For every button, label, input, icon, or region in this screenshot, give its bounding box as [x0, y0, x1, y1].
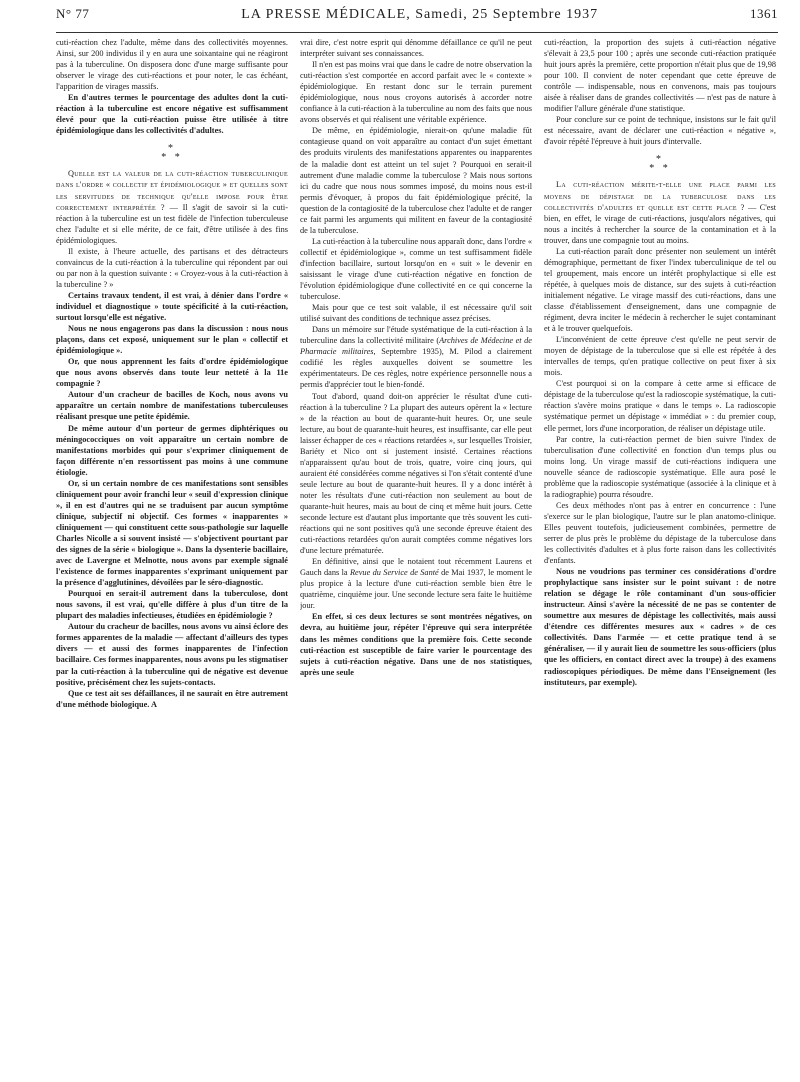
paragraph: Il existe, à l'heure actuelle, des partisans et des détracteurs convaincus de la cuti-réaction à la tuberculine qui répondent par oui ou par non à la question suivante : « Croyez-vous à la cuti-réaction à la tuberculine ? »: [56, 246, 288, 289]
text-run: de Mai 1937, le moment le plus propice à la lecture d'une cuti-réaction semble bien être le quatrième, cinquième jour. Une seconde lecture sera faite le huitième jour.: [300, 568, 532, 611]
journal-title: LA PRESSE MÉDICALE, Samedi, 25 Septembre 1937: [241, 7, 599, 22]
paragraph: [300, 324, 532, 390]
paragraph: Certains travaux tendent, il est vrai, à dénier dans l'ordre « individuel et diagnostique » toute spécificité à la cuti-réaction, surtout lorsqu'elle est négative.: [56, 290, 288, 323]
section-text: — Il s'agit de savoir si la cuti-réaction à la tuberculine est un test fidèle de l'infection tuberculeuse chez l'adulte et si elle mérite, de ce fait, d'être utilisée à des fins épidémiologiques.: [56, 202, 288, 245]
paragraph: La cuti-réaction paraît donc présenter non seulement un intérêt démographique, permettant de fixer l'index tuberculinique de tel ou tel groupement, mais encore un intérêt prophylactique si elle est répétée, à quelques mois de distance, sur des sujets à cuti-réaction initialement négative. Le virage massif des cuti-réactions, dans une classe d'établissement d'enseignement, dans une compagnie de régiment, devra inciter le médecin à rechercher le sujet contaminant et à le trouver quelquefois.: [544, 246, 776, 334]
paragraph: Que ce test ait ses défaillances, il ne saurait en être autrement d'une méthode biologique. A: [56, 688, 288, 709]
section-paragraph: [56, 168, 288, 245]
paragraph: L'inconvénient de cette épreuve c'est qu'elle ne peut servir de moyen de dépistage de la tuberculose que si elle est répétée à des intervalles de temps, qu'en pratique collective on peut fixer à six mois.: [544, 335, 776, 378]
paragraph: Par contre, la cuti-réaction permet de bien suivre l'index de tuberculisation d'une collectivité en fonction d'un temps plus ou moins long. Un virage massif de cuti-réactions indiquera une nouvelle séance de radioscopie systématique. Elle aura posé le problème que la radioscopie systématique (associée à la clinique et à la radiographie) pourra résoudre.: [544, 434, 776, 499]
section-heading: La cuti-réaction mérite-t-elle une place parmi les moyens de dépistage de la tuberculose dans les collectivités d'adultes et quelle est cette place ?: [544, 180, 776, 212]
paragraph: cuti-réaction chez l'adulte, même dans des collectivités moyennes. Ainsi, sur 200 individus il y en aura une soixantaine qui ne réagiront pas à la tuberculine. On disposera donc d'une marge suffisante pour observer le virage des cuti-réactions et pour noter, le cas échéant, l'apparition de virages massifs.: [56, 38, 288, 92]
paragraph: En d'autres termes le pourcentage des adultes dont la cuti-réaction à la tuberculine est encore négative est suffisamment élevé pour que la cuti-réaction puisse être utilisée à titre épidémiologique dans les collectivités d'adultes.: [56, 93, 288, 136]
paragraph: C'est pourquoi si on la compare à cette arme si efficace de dépistage de la tuberculose qu'est la radioscopie systématique, la cuti-réaction s'avère moins pratique « dans le temps ». La radioscopie systématique permet un dépistage « immédiat » : du premier coup, elle permet, lors d'une incorporation, de réaliser un dépistage utile.: [544, 379, 776, 433]
citation-title: Archives de Médecine et de Pharmacie militaires: [300, 336, 532, 357]
paragraph: cuti-réaction, la proportion des sujets à cuti-réaction négative s'élevait à 23,5 pour 100 ; après une seconde cuti-réaction pratiquée huit jours après la première, cette proportion n'était plus que de 19,98 pour 100. Il convient de noter cependant que cette épreuve de contrôle — indispensable, nous en convenons, mais pas toujours aisée à réaliser dans de grandes collectivités — n'est pas de nature à modifier l'allure générale d'une statistique.: [544, 38, 776, 114]
paragraph: Or, si un certain nombre de ces manifestations sont sensibles cliniquement pour avoir franchi leur « seuil d'expression clinique », il en est d'autres qui ne se traduisent par aucun symptôme clinique, subjectif ni objectif. Ces formes « inapparentes » cliniquement — qui constituent cette sous-pathologie sur laquelle Charles Nicolle a si souvent insisté — s'objectivent pourtant par des signes de la série « biologique ». Dans la dysenterie bacillaire, avec de Lavergne et Melnotte, nous avons par exemple signalé l'existence de formes inapparentes s'exprimant uniquement par la présence d'agglutinines, dévoilées par le séro-diagnostic.: [56, 478, 288, 588]
article-columns: [56, 37, 778, 1077]
text-run: Dans un mémoire sur l'étude systématique de la cuti-réaction à la tuberculine dans la collectivité militaire (: [300, 325, 532, 346]
paragraph: Nous ne nous engagerons pas dans la discussion : nous nous plaçons, dans cet exposé, uniquement sur le plan « collectif et épidémiologique ».: [56, 324, 288, 356]
paragraph: Autour d'un cracheur de bacilles de Koch, nous avons vu apparaître un certain nombre de manifestations tuberculeuses réalisant presque une petite épidémie.: [56, 390, 288, 422]
column-1: [56, 37, 288, 1077]
paragraph: vrai dire, c'est notre esprit qui dénomme défaillance ce qu'il ne peut interpréter suivant ses connaissances.: [300, 38, 532, 59]
paragraph: La cuti-réaction à la tuberculine nous apparaît donc, dans l'ordre « collectif et épidémiologique », comme un test suffisamment fidèle d'infection bacillaire, surtout lorsqu'on en « suit » le devenir en saisissant le virage d'une cuti-réaction négative en fonction de l'évolution épidémiologique d'une collectivité en ce qui concerne la tuberculose.: [300, 236, 532, 302]
citation-title: Revue du Service de Santé: [349, 568, 439, 578]
page-number: 1361: [749, 6, 778, 21]
paragraph: Tout d'abord, quand doit-on apprécier le résultat d'une cuti-réaction à la tuberculine ? La plupart des auteurs opèrent la « lecture » de la réaction au bout de quarante-huit heures. Or, une seule lecture, au bout de quarante-huit heures, est insuffisante, car elle peut laisser échapper de ces « réactions retardées », sur lesquelles Troisier, Bariéty et Nico ont si justement insisté. Certaines réactions n'apparaissent qu'au bout de trois, quatre, voire cinq jours, qui auraient été considérées comme négatives si l'on s'était contenté d'une seule lecture au bout de quarante-huit heures. Il y a donc intérêt à noter les résultats d'une cuti-réaction non seulement au bout de quarante-huit heures, mais au bout de cinq et même huit jours. Cette seconde lecture est d'autant plus importante que très souvent les cuti-réactions qui ne sont positives qu'à une seconde épreuve étaient des cuti-réactions retardées qu'on aurait comptées comme négatives lors d'une lecture prématurée.: [300, 391, 532, 556]
paragraph: Ces deux méthodes n'ont pas à entrer en concurrence : l'une s'exerce sur le plan biologique, l'autre sur le plan anatomo-clinique. Elles peuvent toutefois, judicieusement combinées, permettre de serrer de plus près le problème du dépistage de la tuberculose dans les collectivités d'adultes et à plus forte raison dans les collectivités d'enfants.: [544, 500, 776, 566]
column-3: [544, 37, 776, 1077]
paragraph: Autour du cracheur de bacilles, nous avons vu ainsi éclore des formes apparentes de la maladie — affectant d'ailleurs des types divers — et aussi des formes inapparentes de l'infection bacillaire. Ces formes inapparentes, nous avons pu les stigmatiser par la cuti-réaction à la tuberculine qui de négative est devenue positive, précisément chez les sujets-contacts.: [56, 622, 288, 687]
paragraph: En effet, si ces deux lectures se sont montrées négatives, on devra, au huitième jour, répéter l'épreuve qui sera interprétée dans les mêmes conditions que la première fois. Cette seconde cuti-réaction est susceptible de faire varier le pourcentage des sujets à cuti-réaction négative. Dans une de nos statistiques, après une seule: [300, 612, 532, 677]
page-header: [56, 6, 778, 33]
paragraph: De même autour d'un porteur de germes diphtériques ou méningococciques on voit apparaître un certain nombre de manifestations morbides qui pour s'exprimer cliniquement de façon différente n'en ressortissent pas moins à une commune étiologie.: [56, 423, 288, 477]
paragraph: Nous ne voudrions pas terminer ces considérations d'ordre prophylactique sans insister sur le point suivant : de notre relation se dégage le rôle contaminant d'un sous-officier instructeur. Ainsi s'avère la nécessité de ne pas se contenter de soumettre aux mesures de dépistage les collectivités, mais aussi d'étendre ces différentes mesures aux « cadres » de ces collectivités. Dans l'armée — et cette pratique tend à se généraliser, — il y aurait lieu de soumettre les sous-officiers (plus que les officiers, en contact direct avec la troupe) à des examens radioscopiques périodiques. De même dans l'Enseignement (les instituteurs, par exemple).: [544, 567, 776, 687]
section-heading: Quelle est la valeur de la cuti-réaction tuberculinique dans l'ordre « collectif et épidémiologique » et quelles sont les servitudes de technique qu'elle impose pour être correctement interprétée ?: [56, 169, 288, 212]
paragraph: Pour conclure sur ce point de technique, insistons sur le fait qu'il est nécessaire, avant de déclarer une cuti-réaction « négative », d'avoir répété l'épreuve à huit jours d'intervalle.: [544, 115, 776, 147]
paragraph: Mais pour que ce test soit valable, il est nécessaire qu'il soit utilisé suivant des conditions de technique assez précises.: [300, 303, 532, 324]
section-divider-stars: * * *: [649, 154, 671, 175]
text-run: , Septembre 1935), M. Pilod a clairement codifié les règles auxquelles doivent se soumettre les expérimentateurs. De ces règles, notre expérience personnelle nous a permis d'apprécier tout le bien-fondé.: [300, 347, 532, 390]
paragraph: Pourquoi en serait-il autrement dans la tuberculose, dont nous savons, il est vrai, qu'elle diffère à plus d'un titre de la plupart des maladies infectieuses, étudiées en épidémiologie ?: [56, 589, 288, 621]
paragraph: [300, 556, 532, 611]
text-run: En définitive, ainsi que le notaient tout récemment Laurens et Gauch dans la: [300, 557, 532, 578]
section-divider-stars: * * *: [161, 143, 183, 164]
column-2: [300, 37, 532, 1077]
section-text: — C'est bien, en effet, le virage de cuti-réactions, jusqu'alors négatives, qui nous a incités à rechercher la source de la contamination et à la trouver, dans une compagnie tout au moins.: [544, 202, 776, 245]
issue-number: N° 77: [56, 6, 90, 21]
paragraph: De même, en épidémiologie, nierait-on qu'une maladie fût contagieuse quand on voit apparaître au contact d'un sujet émettant des produits virulents des manifestations apparentes ou inapparentes de la maladie dont est atteint un tel sujet ? Pourquoi en serait-il autrement d'une maladie comme la tuberculose ? Mais nous sortons ici du cadre que nous nous sommes imposé, du moins nous est-il permis d'évoquer, à propos du fait épidémiologique précité, la question de la contagiosité de la tuberculose chez l'adulte et de ranger ce fait parmi les arguments qui militent en faveur de la contagiosité de la tuberculose.: [300, 126, 532, 235]
paragraph: Or, que nous apprennent les faits d'ordre épidémiologique que nous avons observés dans toute leur netteté à la 11e compagnie ?: [56, 357, 288, 389]
section-paragraph: [544, 179, 776, 245]
paragraph: Il n'en est pas moins vrai que dans le cadre de notre observation la cuti-réaction s'est comportée en accord parfait avec le « contexte » épidémiologique. En restant donc sur le terrain purement épidémiologique, nous nous croyons autorisés à accorder notre confiance à la cuti-réaction à la tuberculine au nom des faits que nous avons observés et qui réalisent une véritable expérience.: [300, 60, 532, 125]
